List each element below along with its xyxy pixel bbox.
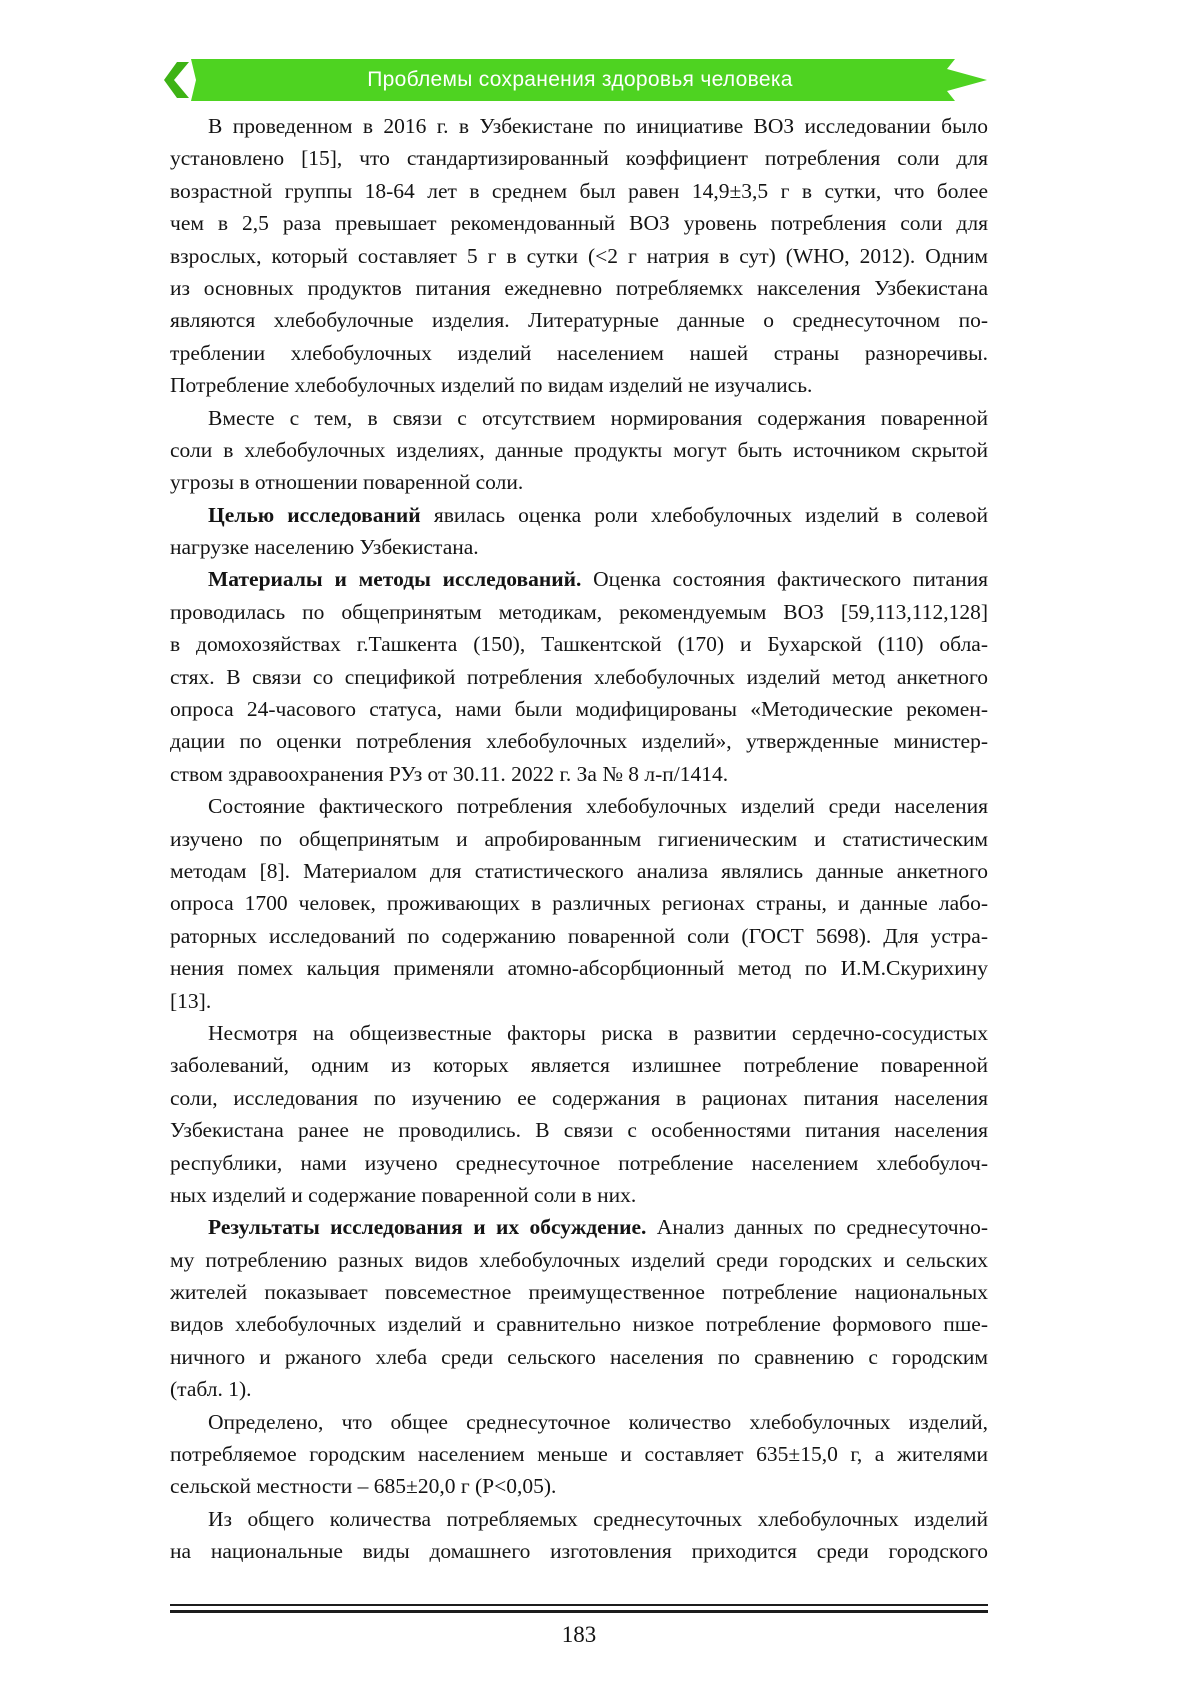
text-line: му потреблению разных видов хлебобулочных изделий среди городских и сельских: [170, 1247, 988, 1272]
text-line: раторных исследований по содержанию поваренной соли (ГОСТ 5698). Для устра-: [170, 923, 988, 948]
text-line: (табл. 1).: [170, 1377, 252, 1402]
text-line: ничного и ржаного хлеба среди сельского населения по сравнению с городским: [170, 1344, 988, 1369]
text-line: на национальные виды домашнего изготовления приходится среди городского: [170, 1539, 988, 1564]
text-line: Вместе с тем, в связи с отсутствием нормирования содержания поваренной: [170, 402, 988, 434]
text-line: заболеваний, одним из которых является излишнее потребление поваренной: [170, 1053, 988, 1078]
text-line: Потребление хлебобулочных изделий по видам изделий не изучались.: [170, 373, 813, 398]
paragraph-indent: [170, 1039, 208, 1040]
paragraph-indent: [170, 1233, 208, 1234]
paragraph-indent: [170, 585, 208, 586]
text-line: республики, нами изучено среднесуточное потребление населением хлебобулоч-: [170, 1150, 988, 1175]
paragraph-indent: [170, 132, 208, 133]
paragraph-bold-lead: Результаты исследования и их обсуждение.: [208, 1215, 647, 1240]
paragraph-indent: [170, 1525, 208, 1526]
text-line: нагрузке населению Узбекистана.: [170, 535, 479, 560]
text-line: опроса 1700 человек, проживающих в различных регионах страны, и данные лабо-: [170, 891, 988, 916]
text-line: В проведенном в 2016 г. в Узбекистане по инициативе ВОЗ исследовании было: [170, 110, 988, 142]
text-line: стях. В связи со спецификой потребления хлебобулочных изделий метод анкетного: [170, 664, 988, 689]
text-line: угрозы в отношении поваренной соли.: [170, 470, 524, 495]
text-line: проводилась по общепринятым методикам, рекомендуемым ВОЗ [59,113,112,128]: [170, 599, 988, 624]
text-line: Несмотря на общеизвестные факторы риска в развитии сердечно-сосудистых: [170, 1017, 988, 1049]
paragraph-indent: [170, 424, 208, 425]
text-line: потребляемое городским населением меньше и составляет 635±15,0 г, а жителями: [170, 1442, 988, 1467]
paragraph-indent: [170, 812, 208, 813]
text-line: дации по оценки потребления хлебобулочных изделий», утвержденные министер-: [170, 729, 988, 754]
section-header-title: Проблемы сохранения здоровья человека: [367, 68, 793, 91]
text-line: чем в 2,5 раза превышает рекомендованный ВОЗ уровень потребления соли для: [170, 211, 988, 236]
text-line: Из общего количества потребляемых среднесуточных хлебобулочных изделий: [170, 1503, 988, 1535]
text-line: соли, исследования по изучению ее содержания в рационах питания населения: [170, 1085, 988, 1110]
paragraph-indent: [170, 1428, 208, 1429]
text-line: Состояние фактического потребления хлебобулочных изделий среди населения: [170, 790, 988, 822]
text-line: ством здравоохранения РУз от 30.11. 2022 г. За № 8 л-п/1414.: [170, 761, 729, 786]
text-line: из основных продуктов питания ежедневно потребляемкх накселения Узбекистана: [170, 275, 988, 300]
text-line: в домохозяйствах г.Ташкента (150), Ташкентской (170) и Бухарской (110) обла-: [170, 632, 988, 657]
paragraph-bold-lead: Материалы и методы исследований.: [208, 567, 582, 592]
footer-divider: [170, 1604, 988, 1613]
text-line: ных изделий и содержание поваренной соли в них.: [170, 1182, 637, 1207]
section-header-banner: [163, 58, 997, 102]
text-line: являются хлебобулочные изделия. Литературные данные о среднесуточном по-: [170, 308, 988, 333]
text-line: возрастной группы 18-64 лет в среднем был равен 14,9±3,5 г в сутки, что более: [170, 178, 988, 203]
text-line: установлено [15], что стандартизированный коэффициент потребления соли для: [170, 146, 988, 171]
text-line: жителей показывает повсеместное преимущественное потребление национальных: [170, 1280, 988, 1305]
text-line: нения помех кальция применяли атомно-абсорбционный метод по И.М.Скурихину: [170, 956, 988, 981]
text-line: Целью исследований явилась оценка роли хлебобулочных изделий в солевой: [170, 499, 988, 531]
text-line: треблении хлебобулочных изделий населением нашей страны разноречивы.: [170, 340, 988, 365]
text-line: опроса 24-часового статуса, нами были модифицированы «Методические рекомен-: [170, 697, 988, 722]
text-line: взрослых, который составляет 5 г в сутки (<2 г натрия в сут) (WHO, 2012). Одним: [170, 243, 988, 268]
article-body: [170, 110, 988, 1568]
text-line: [13].: [170, 988, 212, 1013]
paragraph-bold-lead: Целью исследований: [208, 502, 421, 527]
text-line: видов хлебобулочных изделий и сравнительно низкое потребление формового пше-: [170, 1312, 988, 1337]
text-line: соли в хлебобулочных изделиях, данные продукты могут быть источником скрытой: [170, 437, 988, 462]
text-line: Материалы и методы исследований. Оценка состояния фактического питания: [170, 563, 988, 595]
text-line: Определено, что общее среднесуточное количество хлебобулочных изделий,: [170, 1406, 988, 1438]
text-line: методам [8]. Материалом для статистического анализа являлись данные анкетного: [170, 858, 988, 883]
text-line: Узбекистана ранее не проводились. В связи с особенностями питания населения: [170, 1118, 988, 1143]
paragraph-indent: [170, 521, 208, 522]
text-line: Результаты исследования и их обсуждение. Анализ данных по среднесуточно-: [170, 1211, 988, 1243]
text-line: сельской местности – 685±20,0 г (P<0,05).: [170, 1474, 557, 1499]
text-line: изучено по общепринятым и апробированным гигиеническим и статистическим: [170, 826, 988, 851]
page-number: 183: [561, 1622, 597, 1647]
